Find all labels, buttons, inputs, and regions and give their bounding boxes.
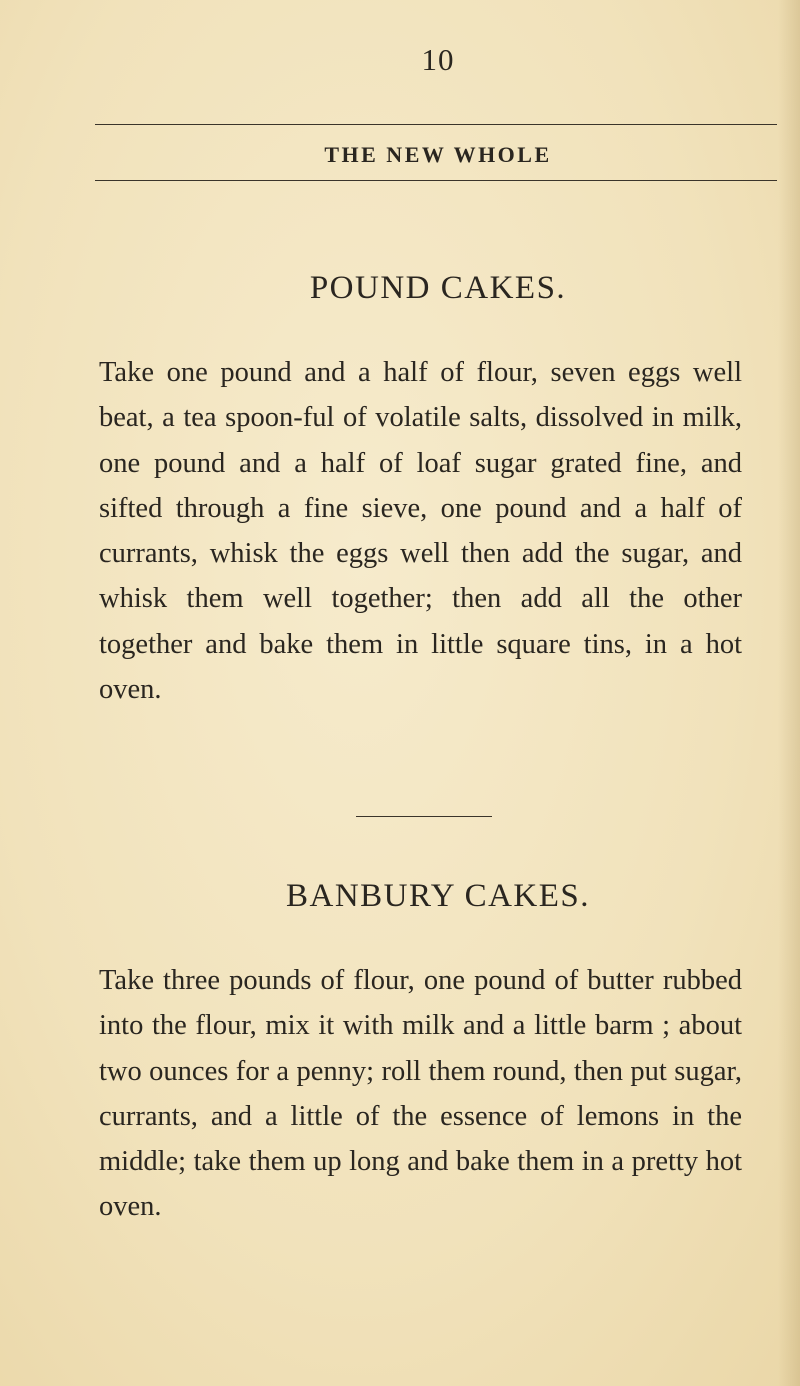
recipe-paragraph-banbury-cakes: Take three pounds of flour, one pound of butter rubbed into the flour, mix it with milk and a little barm ; about two ounces for a penny; roll them round, then put sugar, currants, and a little of the essence of lemons in the middle; take them up long and bake them in a pretty hot oven. bbox=[99, 965, 742, 1223]
page-number: 10 bbox=[421, 42, 455, 77]
section-divider bbox=[356, 816, 492, 817]
header-rule-top bbox=[95, 124, 777, 125]
recipe-paragraph-pound-cakes: Take one pound and a half of flour, seven eggs well beat, a tea spoon-ful of volatile salts, dissolved in milk, one pound and a half of loaf sugar grated fine, and sifted through a fine sieve, one pound and a half of currants, whisk the eggs well then add the sugar, and whisk them well together; then add all the other together and bake them in little square tins, in a hot oven. bbox=[99, 357, 742, 706]
header-rule-bottom bbox=[95, 180, 777, 181]
running-head: THE NEW WHOLE bbox=[324, 142, 552, 167]
page-edge-shadow bbox=[778, 0, 800, 1386]
section-heading-pound-cakes: POUND CAKES. bbox=[309, 270, 567, 306]
section-heading-banbury-cakes: BANBURY CAKES. bbox=[286, 878, 590, 914]
